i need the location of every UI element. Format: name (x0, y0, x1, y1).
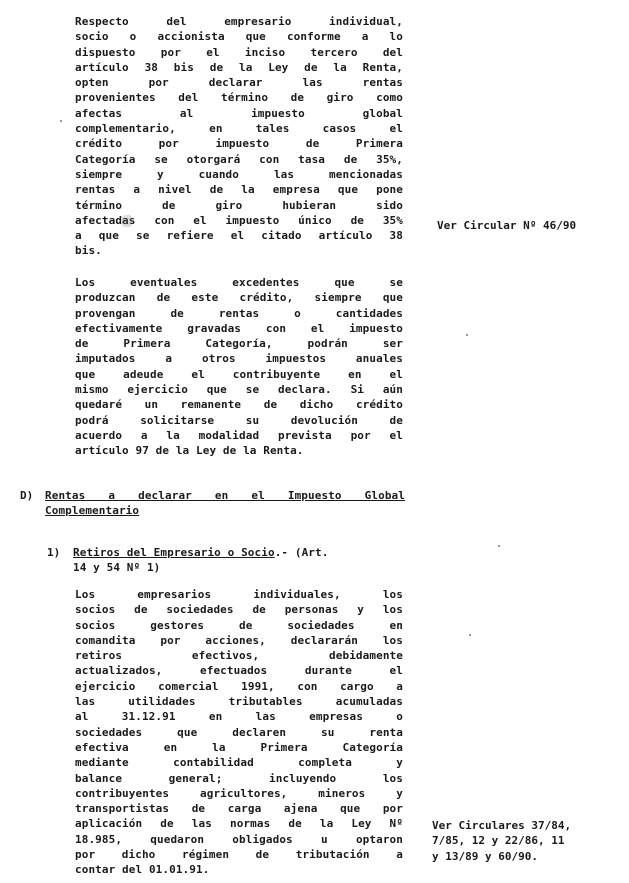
paragraph-line: comandita por acciones, declararán los (75, 633, 403, 647)
scan-smudge (122, 215, 132, 227)
paragraph-line: bis. (75, 244, 102, 258)
paragraph-line: Los empresarios individuales, los (75, 588, 403, 601)
paragraph-line: ejercicio comercial 1991, con cargo a (75, 679, 403, 693)
paragraph-line: provenientes del término de giro como (75, 91, 403, 105)
margin-note-line: y 13/89 y 60/90. (432, 849, 538, 863)
paragraph-line: Categoría se otorgará con tasa de 35%, (75, 152, 403, 166)
paragraph-line: podrá solicitarse su devolución de (75, 413, 403, 427)
margin-note-circular-46-90 (437, 218, 576, 233)
paragraph-line: crédito por impuesto de Primera (75, 137, 403, 151)
paragraph-line: contar del 01.01.91. (75, 863, 210, 877)
paragraph-line: afectadas con el impuesto único de 35% (75, 213, 403, 227)
paragraph-line: provengan de rentas o cantidades (75, 306, 403, 320)
paragraph-line: produzcan de este crédito, siempre que (75, 291, 403, 305)
paragraph-line: término de giro hubieran sido (75, 198, 403, 212)
margin-note-line: Ver Circulares 37/84, (432, 819, 572, 832)
paragraph-line: retiros efectivos, debidamente (75, 649, 403, 663)
paragraph-line: socios gestores de sociedades en (75, 618, 403, 632)
paragraph-line: efectivamente gravadas con el impuesto (75, 321, 403, 335)
paragraph-line: de Primera Categoría, podrán ser (75, 337, 403, 351)
paragraph-line: artículo 97 de la Ley de la Renta. (75, 444, 304, 458)
paragraph-line: las utilidades tributables acumuladas (75, 695, 403, 709)
paragraph-line: transportistas de carga ajena que por (75, 802, 403, 816)
paragraph-line: afectas al impuesto global (75, 106, 403, 120)
paragraph-line: al 31.12.91 en las empresas o (75, 710, 403, 724)
paragraph-line: efectiva en la Primera Categoría (75, 740, 403, 754)
paragraph-line: mismo ejercicio que se declara. Si aún (75, 383, 403, 397)
paragraph-line: contribuyentes agricultores, mineros y (75, 786, 403, 800)
scan-speck (466, 334, 468, 336)
paragraph-line: imputados a otros impuestos anuales (75, 352, 403, 366)
paragraph-line: mediante contabilidad completa y (75, 756, 403, 770)
margin-note-line: Ver Circular Nº 46/90 (437, 219, 577, 232)
paragraph-line: artículo 38 bis de la Ley de la Renta, (75, 60, 403, 74)
paragraph-line: sociedades que declaren su renta (75, 725, 403, 739)
paragraph-line: rentas a nivel de la empresa que pone (75, 183, 403, 197)
section-marker: D) (20, 489, 34, 502)
paragraph-line: opten por declarar las rentas (75, 76, 403, 90)
margin-note-circulars-list (432, 818, 571, 864)
paragraph-withdrawals (75, 587, 403, 878)
item-title-suffix: .- (Art. (274, 546, 329, 559)
item-reference: 14 y 54 Nº 1) (73, 561, 161, 575)
item-title: Retiros del Empresario o Socio (73, 546, 275, 559)
paragraph-line: actualizados, efectuados durante el (75, 664, 403, 678)
paragraph-line: Respecto del empresario individual, (75, 15, 403, 28)
paragraph-line: socios de sociedades de personas y los (75, 603, 403, 617)
paragraph-line: socio o accionista que conforme a lo (75, 30, 403, 44)
paragraph-line: por dicho régimen de tributación a (75, 848, 403, 862)
scan-speck (498, 545, 500, 547)
paragraph-line: 18.985, quedaron obligados u optaron (75, 832, 403, 846)
paragraph-line: a que se refiere el citado artículo 38 (75, 229, 403, 243)
item-heading (73, 545, 403, 576)
paragraph-credit-surplus (75, 275, 403, 459)
section-title-line-1: Rentas a declarar en el Impuesto Global (45, 489, 405, 502)
item-marker: 1) (47, 546, 61, 559)
section-title (45, 488, 405, 519)
paragraph-line: siempre y cuando las mencionadas (75, 167, 403, 181)
paragraph-line: Los eventuales excedentes que se (75, 276, 403, 289)
paragraph-line: complementario, en tales casos el (75, 122, 403, 136)
scan-speck (60, 120, 62, 122)
section-title-line-2: Complementario (45, 504, 140, 518)
paragraph-line: acuerdo a la modalidad prevista por el (75, 428, 403, 442)
margin-note-line: 7/85, 12 y 22/86, 11 (432, 834, 565, 848)
paragraph-line: balance general; incluyendo los (75, 771, 403, 785)
scan-speck (469, 634, 471, 636)
paragraph-line: dispuesto por el inciso tercero del (75, 45, 403, 59)
item-heading-line-1 (73, 545, 403, 560)
paragraph-line: que adeude el contribuyente en el (75, 367, 403, 381)
paragraph-line: aplicación de las normas de la Ley Nº (75, 817, 403, 831)
paragraph-line: quedaré un remanente de dicho crédito (75, 398, 403, 412)
